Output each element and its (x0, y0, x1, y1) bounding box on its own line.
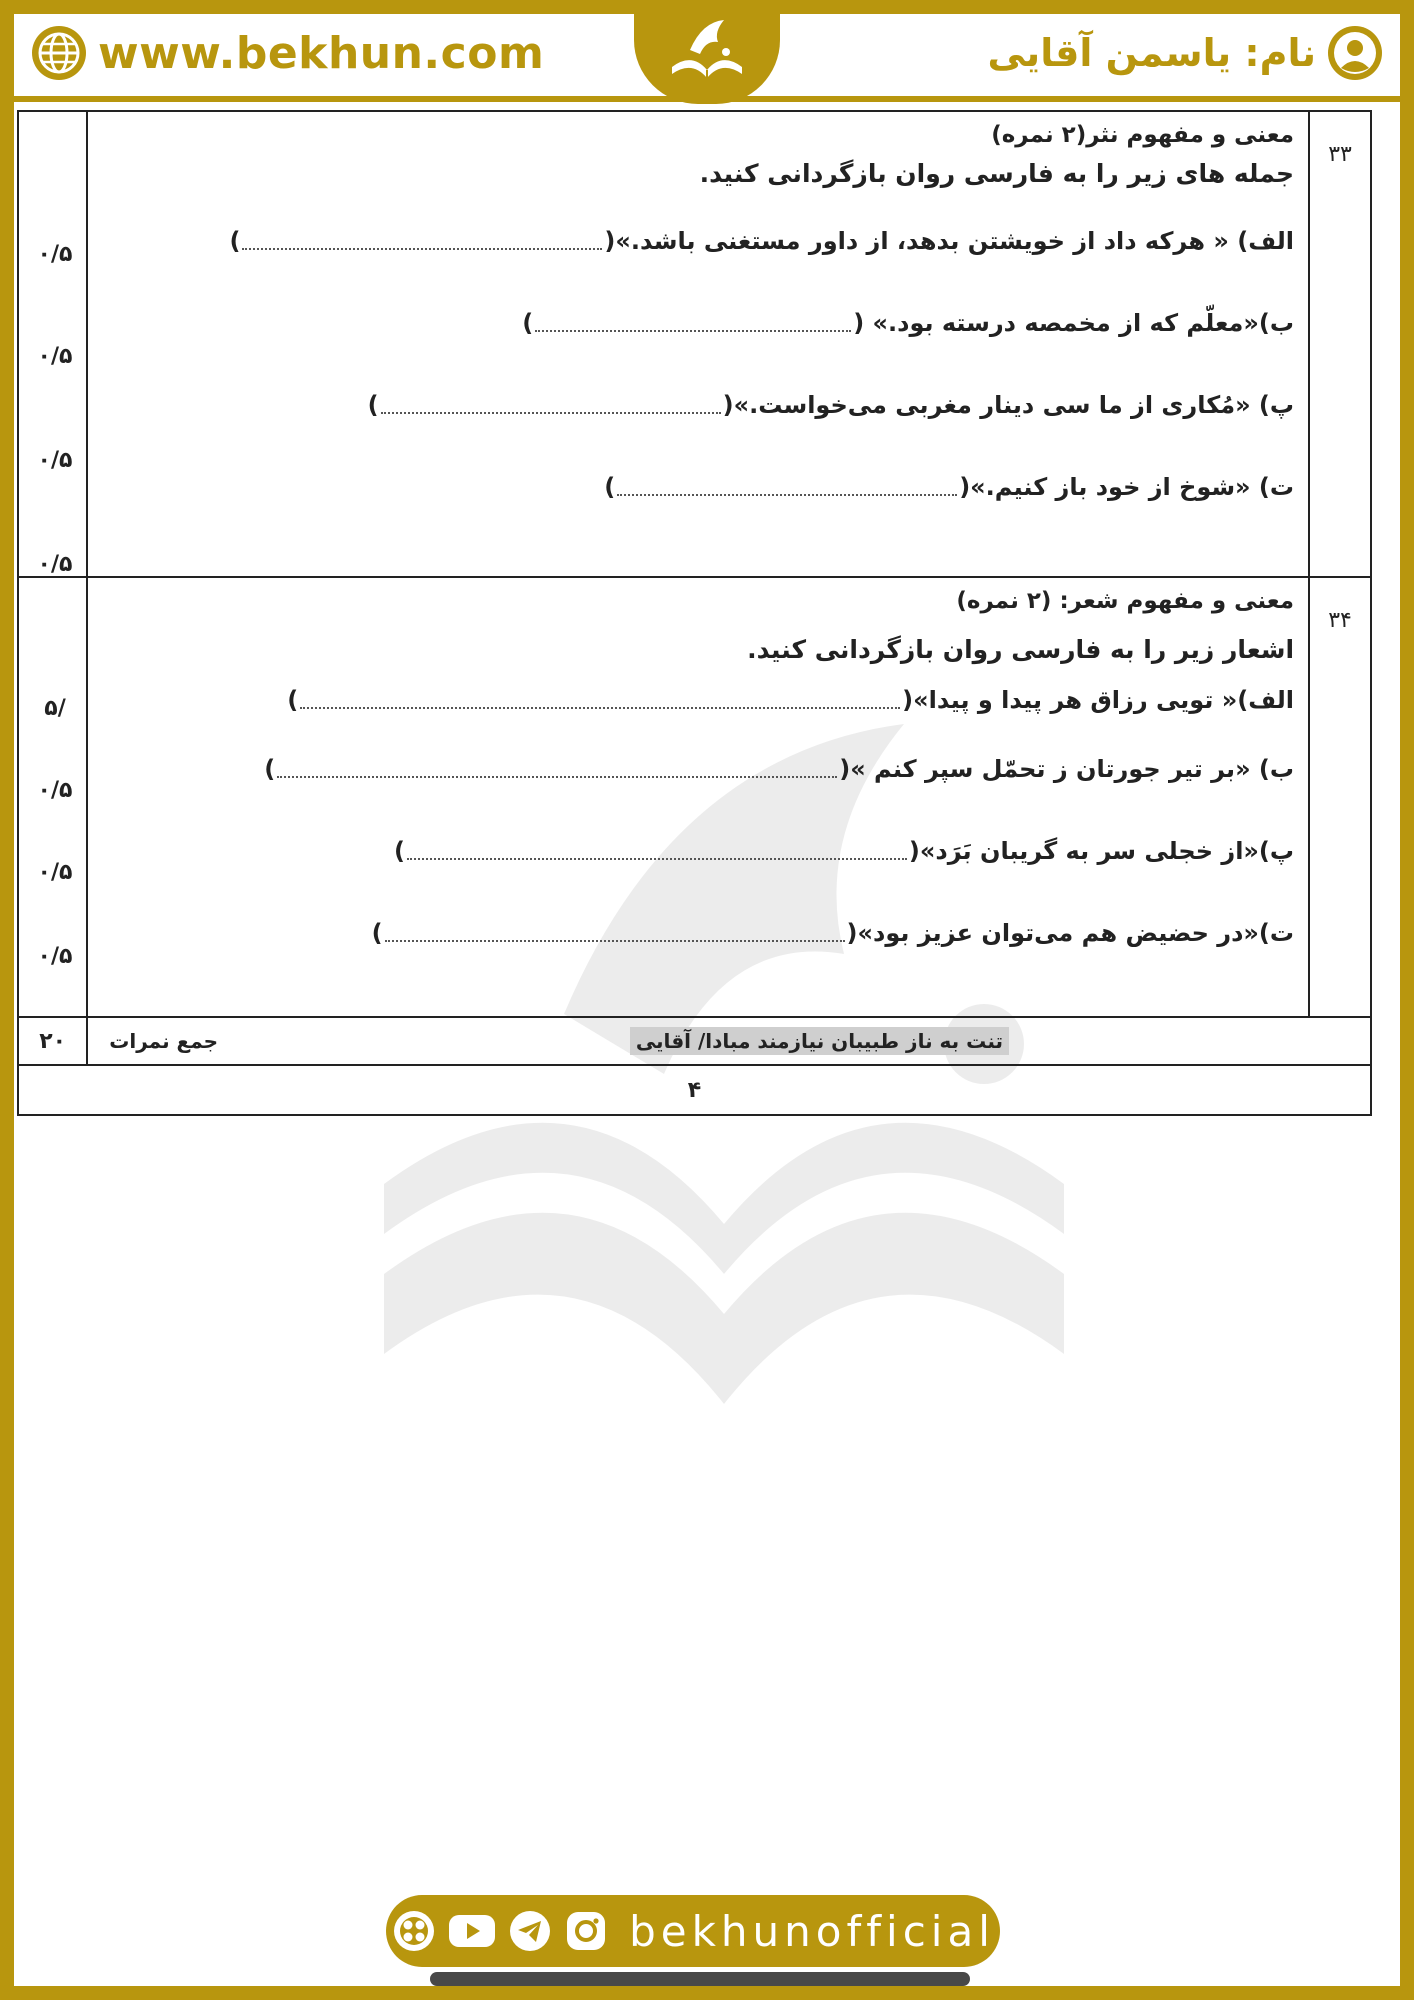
item-text: ب)«معلّم که از مخمصه درسته بود.» ( (853, 309, 1295, 337)
answer-blank[interactable] (277, 762, 837, 778)
question-number: ۳۳ (1309, 111, 1371, 577)
question-row-34 (18, 577, 1371, 1017)
question-body (87, 577, 1309, 1017)
item-text: ت)«در حضیض هم می‌توان عزیز بود»( (846, 919, 1295, 947)
question-title: معنی و مفهوم نثر(۲ نمره) (991, 122, 1295, 148)
answer-blank[interactable] (385, 926, 845, 942)
site-link[interactable] (30, 24, 544, 82)
item-score: ۰/۵ (37, 944, 73, 969)
book-logo-icon (662, 12, 752, 92)
list-item (102, 446, 1294, 528)
answer-blank[interactable] (381, 398, 721, 414)
instagram-icon[interactable] (563, 1908, 609, 1954)
answer-blank[interactable] (242, 234, 602, 250)
brand-logo (634, 0, 780, 104)
youtube-icon[interactable] (447, 1911, 497, 1951)
item-score: ۰/۵ (37, 778, 73, 803)
total-score: ۲۰ (18, 1017, 87, 1065)
question-body (87, 111, 1309, 577)
item-text: الف) « هرکه داد از خویشتن بدهد، از داور مستغنی باشد.»( (604, 227, 1295, 255)
page-number: ۴ (18, 1065, 1371, 1115)
header (14, 14, 1400, 102)
total-label: جمع نمرات (109, 1029, 219, 1053)
item-close: ) (604, 473, 616, 501)
list-item (102, 200, 1294, 282)
item-score: ۰/۵ (37, 860, 73, 885)
page-number-row (18, 1065, 1371, 1115)
list-item (102, 810, 1294, 892)
item-close: ) (367, 391, 379, 419)
answer-blank[interactable] (535, 316, 851, 332)
question-instruction: جمله های زیر را به فارسی روان بازگردانی کنید. (699, 159, 1295, 188)
item-score: ۰/۵ (37, 344, 73, 369)
item-close: ) (287, 686, 299, 714)
question-instruction: اشعار زیر را به فارسی روان بازگردانی کنید. (747, 635, 1295, 664)
answer-blank[interactable] (300, 693, 900, 709)
list-item (102, 364, 1294, 446)
total-cell (87, 1017, 1371, 1065)
social-bar-shadow (430, 1972, 970, 1986)
list-item (102, 728, 1294, 810)
exam-table (17, 110, 1372, 1116)
item-text: ت) «شوخ از خود باز کنیم.»( (959, 473, 1295, 501)
item-close: ) (393, 837, 405, 865)
social-bar[interactable] (386, 1895, 1000, 1967)
answer-blank[interactable] (617, 480, 957, 496)
aparat-icon[interactable] (391, 1908, 437, 1954)
list-item (102, 282, 1294, 364)
question-number: ۳۴ (1309, 577, 1371, 1017)
telegram-icon[interactable] (507, 1908, 553, 1954)
item-score: /۵ (44, 696, 66, 721)
social-handle[interactable]: bekhunofficial (629, 1906, 995, 1956)
item-close: ) (522, 309, 534, 337)
site-url[interactable]: www.bekhun.com (98, 27, 545, 79)
list-item (102, 672, 1294, 728)
item-text: پ)«از خجلی سر به گریبان بَرَد»( (908, 837, 1295, 865)
question-title: معنی و مفهوم شعر: (۲ نمره) (956, 588, 1295, 614)
score-column (18, 577, 87, 1017)
item-close: ) (371, 919, 383, 947)
list-item (102, 892, 1294, 974)
total-row (18, 1017, 1371, 1065)
answer-blank[interactable] (407, 844, 907, 860)
item-text: ب) «بر تیر جورتان ز تحمّل سپر کنم »( (839, 755, 1295, 783)
user-icon (1326, 24, 1384, 82)
item-close: ) (264, 755, 276, 783)
globe-icon (30, 24, 88, 82)
closing-quote: تنت به ناز طبیبان نیازمند مبادا/ آقایی (630, 1027, 1009, 1055)
item-score: ۰/۵ (37, 448, 73, 473)
item-score: ۰/۵ (37, 552, 73, 577)
item-score: ۰/۵ (37, 242, 73, 267)
owner-label: نام: یاسمن آقایی (987, 31, 1316, 75)
owner-name (987, 24, 1384, 82)
question-row-33 (18, 111, 1371, 577)
item-text: پ) «مُکاری از ما سی دینار مغربی می‌خواست.»( (722, 391, 1295, 419)
item-close: ) (229, 227, 241, 255)
score-column (18, 111, 87, 577)
item-text: الف)« تویی رزاق هر پیدا و پیدا»( (902, 686, 1295, 714)
